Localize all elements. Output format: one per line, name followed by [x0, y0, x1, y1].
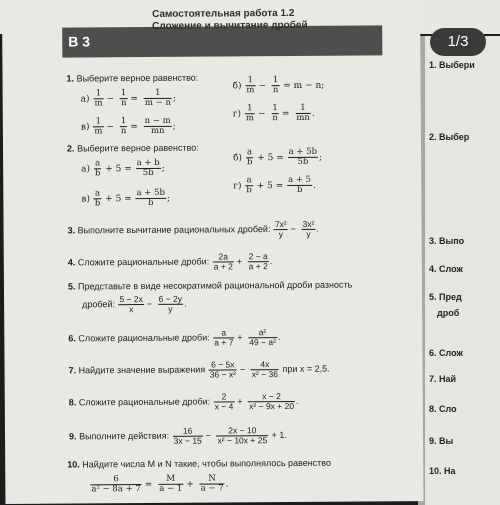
task-5: 5. Представьте в виде несократимой рациональной дроби разность — [67, 279, 353, 292]
p2-line-2: 2. Выбер — [429, 132, 470, 142]
p2-line-7: 7. Най — [429, 374, 457, 384]
p2-line-6: 6. Слож — [429, 348, 463, 358]
task-1-option-g: г) $\frac{1}{m}$ − $\frac{1}{n}$ = $\frac{1}{mn}$ . — [232, 102, 315, 124]
p2-line-5: 5. Пред — [429, 292, 462, 302]
task-7: 7. Найдите значение выражения $\frac{6 - 5x}{\text{36 − x²}}$ − $\frac{4x}{\text{x² − 36}}$ при x = 2,5. — [68, 359, 330, 380]
task-9: 9. Выполните действия: $\frac{16}{3x - 15}$ − $\frac{2x - 10}{\text{x² − 10x + 25}}$ + 1. — [68, 425, 287, 446]
task-2: 2. Выберите верное равенство: — [66, 142, 199, 154]
task-1-option-v: в) $\frac{1}{m}$ − $\frac{1}{n}$ = $\frac{n - m}{mn}$ ; — [80, 115, 176, 137]
task-2-option-v: в) $\frac{a}{b}$ + 5 = $\frac{a + 5b}{b}$ ; — [81, 187, 171, 209]
p2-line-10: 10. На — [429, 466, 456, 476]
p2-line-9: 9. Вы — [429, 436, 454, 446]
page-counter: 1/3 — [430, 28, 486, 56]
task-2-option-b: б) $\frac{a}{b}$ + 5 = $\frac{a + 5b}{5b}$ ; — [233, 146, 323, 168]
right-page — [425, 36, 500, 505]
task-1-option-a: а) $\frac{1}{m}$ − $\frac{1}{n}$ = $\frac{1}{m - n}$ ; — [80, 87, 176, 109]
task-10-expr: $\frac{6}{\text{a² − 8a + 7}}$ = $\frac{M}{a - 1}$ + $\frac{N}{a - 7}$ . — [91, 473, 229, 495]
task-1: 1. Выберите верное равенство: — [66, 72, 199, 84]
p2-line-5b: дроб — [437, 308, 460, 318]
task-1-option-b: б) $\frac{1}{m}$ − $\frac{1}{n}$ = m − n; — [232, 75, 325, 96]
p2-line-3: 3. Выпо — [429, 236, 465, 246]
work-title: Самостоятельная работа 1.2 — [152, 7, 295, 20]
variant-label: В 3 — [68, 33, 91, 50]
task-8: 8. Сложите рациональные дроби: $\frac{2}{x - 4}$ + $\frac{x - 2}{\text{x² − 9x + 20}}$ . — [68, 391, 299, 412]
p2-line-8: 8. Сло — [429, 404, 457, 414]
task-10: 10. Найдите числа M и N такие, чтобы выполнялось равенство — [67, 457, 332, 470]
p2-line-4: 4. Слож — [429, 264, 463, 274]
left-page — [2, 1, 423, 504]
work-subtitle: Сложение и вычитание дробей — [152, 19, 308, 32]
task-2-option-g: г) $\frac{a}{b}$ + 5 = $\frac{a + 5}{b}$ . — [233, 174, 317, 196]
task-2-option-a: а) $\frac{a}{b}$ + 5 = $\frac{a + b}{5b}$ ; — [81, 157, 165, 179]
p2-line-1: 1. Выбери — [429, 60, 475, 70]
task-4: 4. Сложите рациональные дроби: $\frac{2a}{a + 2}$ + $\frac{2 - a}{a + 2}$ . — [67, 251, 273, 272]
task-6: 6. Сложите рациональные дроби: $\frac{a}{a + 7}$ + $\frac{\text{a²}}{\text{49 − a²}}$ . — [68, 327, 281, 348]
task-5-expr: дробей: $\frac{5 - 2x}{x}$ − $\frac{6 - 2y}{y}$ . — [82, 293, 187, 315]
task-3: 3. Выполните вычитание рациональных дробей: $\frac{\text{7x²}}{y}$ − $\frac{\text{3x²}}{y}$ . — [67, 218, 319, 240]
